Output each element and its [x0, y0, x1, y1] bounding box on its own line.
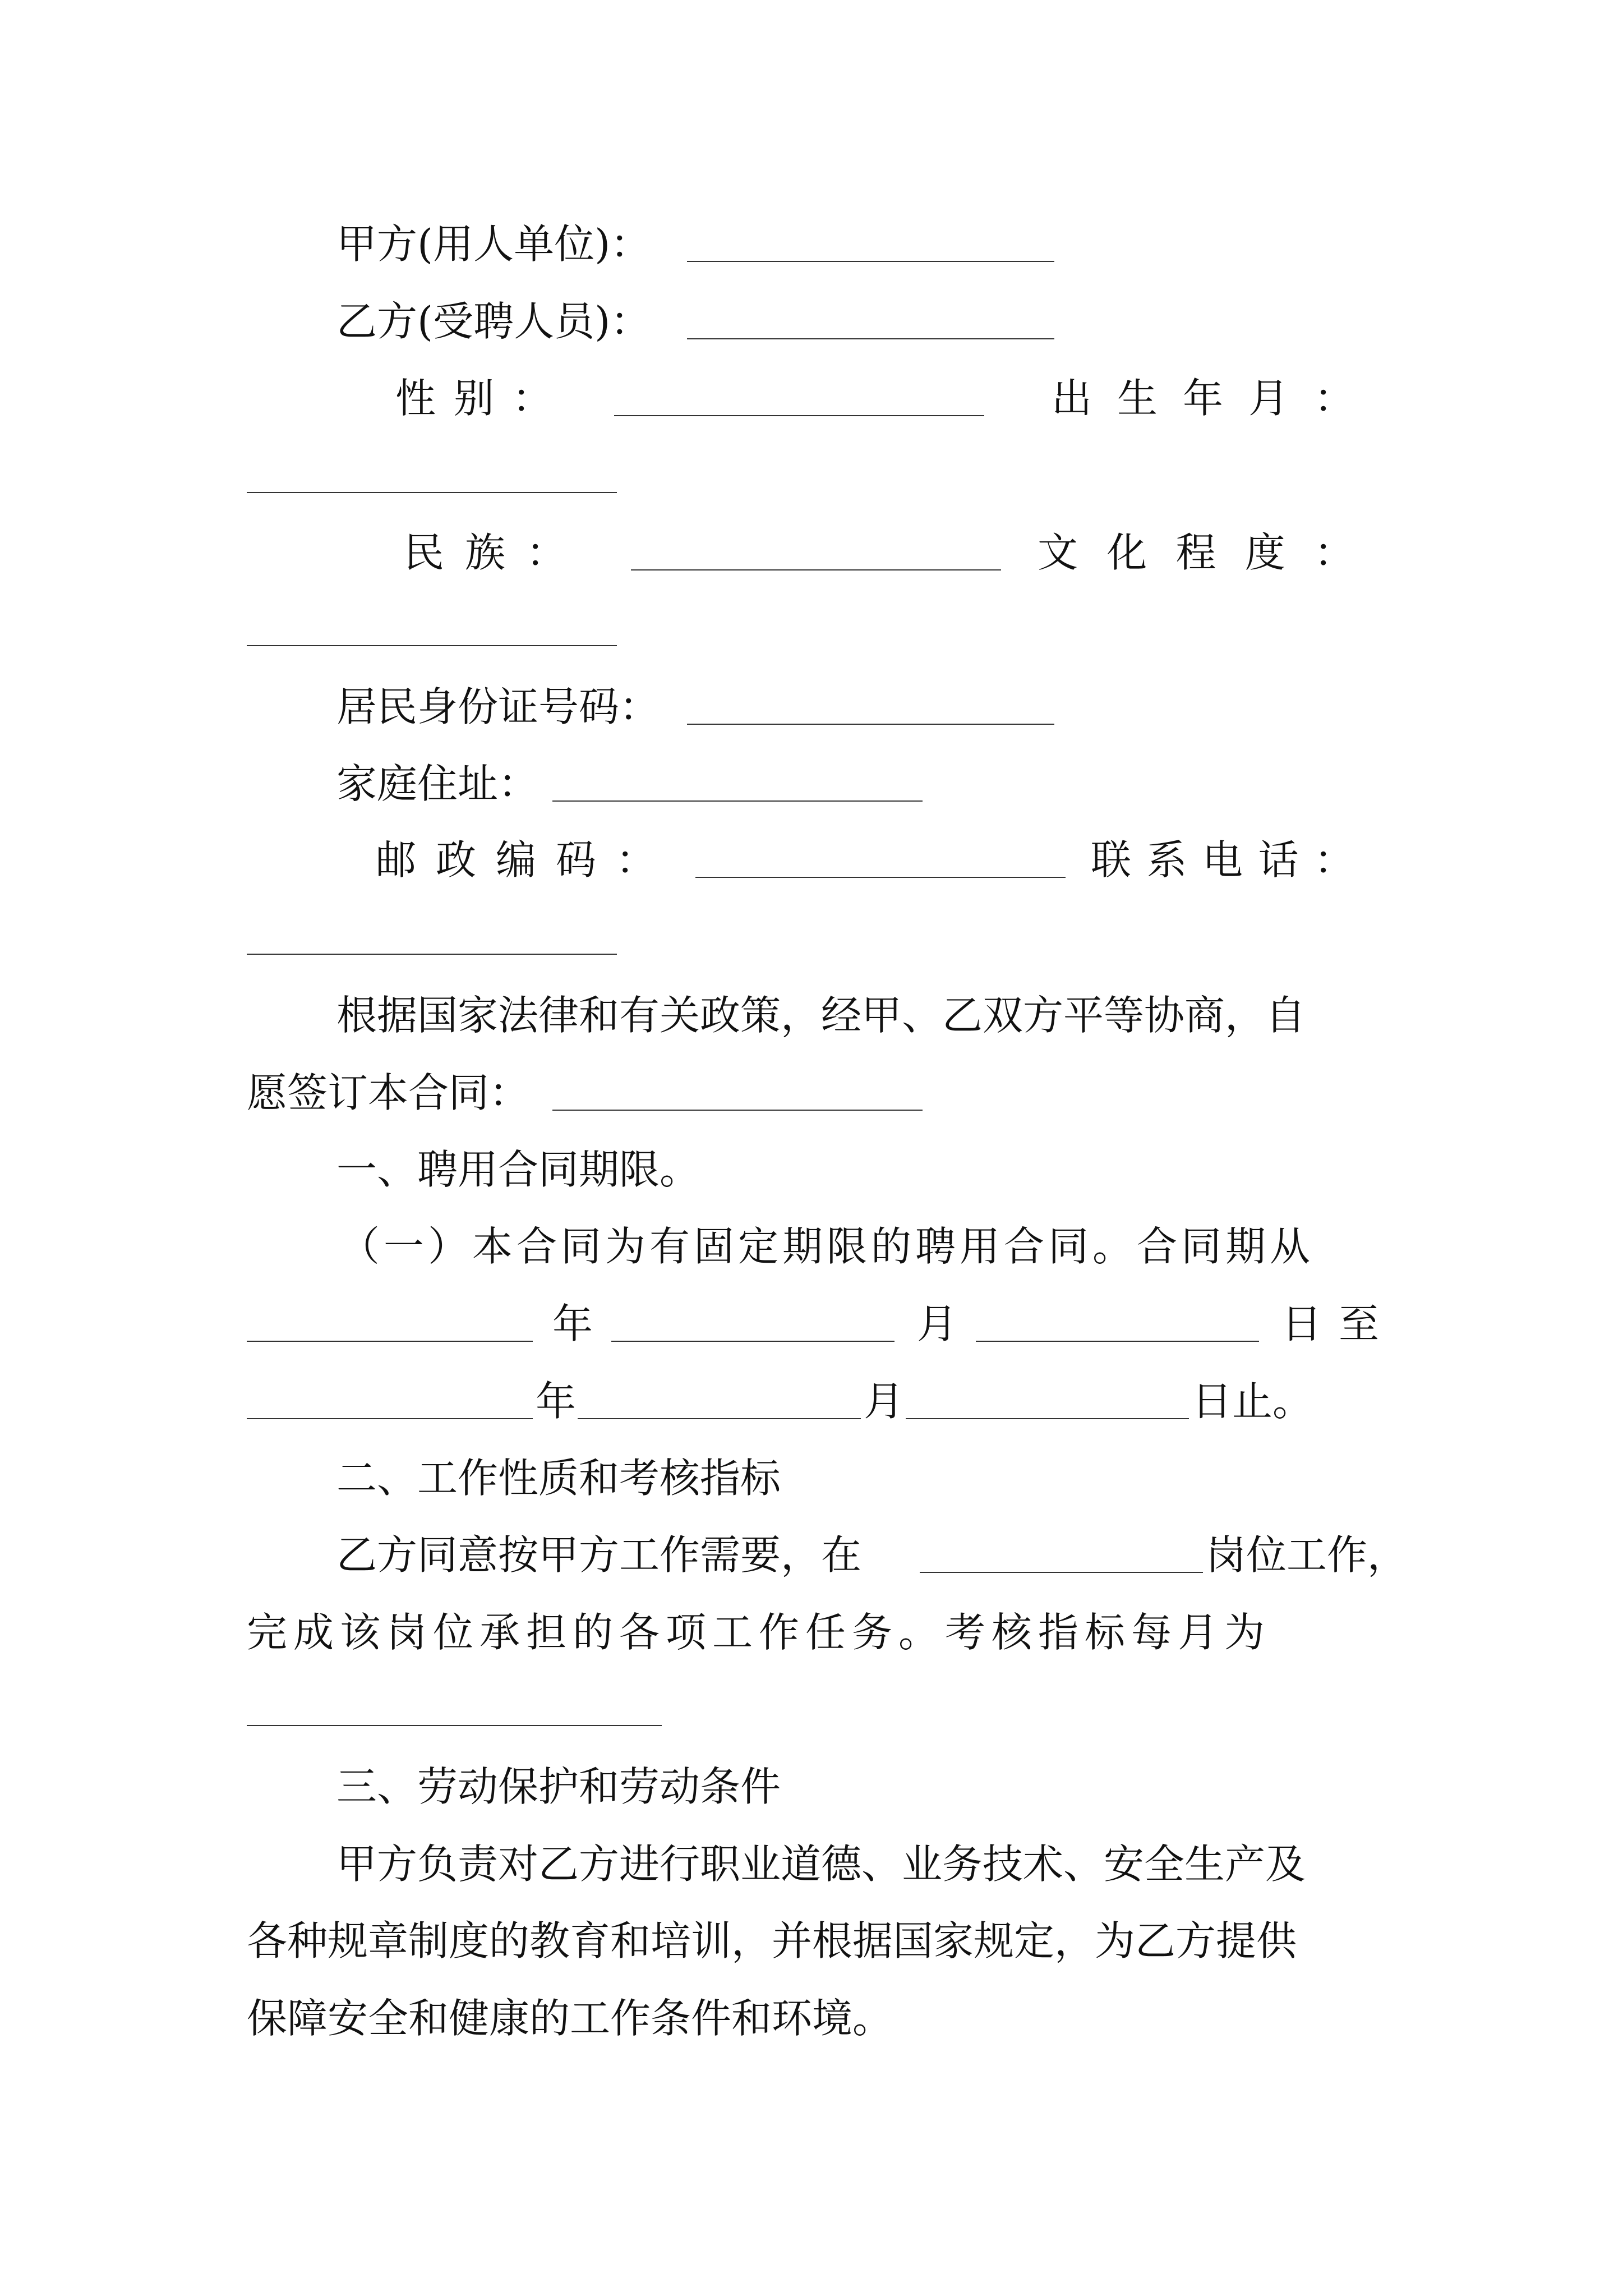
end-year-blank[interactable]	[247, 1418, 533, 1419]
id-number-blank[interactable]	[687, 724, 1054, 725]
section-2-heading: 二、工作性质和考核指标	[336, 1455, 781, 1502]
start-month-unit: 月	[917, 1300, 958, 1347]
preamble-line-1: 根据国家法律和有关政策，经甲、乙双方平等协商，自	[336, 992, 1306, 1039]
phone-blank[interactable]	[247, 954, 617, 955]
id-number-label: 居民身份证号码：	[336, 683, 660, 730]
start-year-blank[interactable]	[247, 1341, 533, 1342]
preamble-line-2: 愿签订本合同：	[247, 1069, 530, 1116]
education-blank[interactable]	[247, 645, 617, 646]
section-3-line-1: 甲方负责对乙方进行职业道德、业务技术、安全生产及	[336, 1841, 1306, 1888]
start-day-blank[interactable]	[976, 1341, 1259, 1342]
postal-code-label: 邮 政 编 码 ：	[376, 836, 656, 884]
section-1-item-1-line-1: （一）本合同为有固定期限的聘用合同。合同期从	[339, 1223, 1315, 1270]
end-day-unit: 日止。	[1192, 1378, 1313, 1425]
phone-label: 联 系 电 话 ：	[1091, 836, 1354, 884]
section-3-heading: 三、劳动保护和劳动条件	[336, 1763, 781, 1810]
end-month-blank[interactable]	[578, 1418, 861, 1419]
section-2-line-2: 完成该岗位承担的各项工作任务。考核指标每月为	[247, 1609, 1271, 1656]
party-b-label: 乙方(受聘人员)：	[336, 298, 651, 345]
section-2-line-1-pre: 乙方同意按甲方工作需要，在	[336, 1531, 862, 1579]
ethnicity-label: 民 族 ：	[404, 529, 566, 576]
contract-name-blank[interactable]	[552, 1110, 923, 1111]
birth-date-label: 出 生 年 月 ：	[1052, 375, 1354, 422]
start-day-unit: 日至	[1281, 1300, 1396, 1347]
start-month-blank[interactable]	[611, 1341, 895, 1342]
birth-date-blank[interactable]	[247, 492, 617, 493]
party-b-blank[interactable]	[687, 338, 1054, 339]
section-2-line-1-post: 岗位工作，	[1206, 1531, 1408, 1579]
section-3-line-2: 各种规章制度的教育和培训，并根据国家规定，为乙方提供	[247, 1917, 1297, 1964]
post-name-blank[interactable]	[920, 1572, 1203, 1573]
gender-label: 性 别 ：	[395, 375, 552, 422]
section-1-heading: 一、聘用合同期限。	[336, 1146, 700, 1193]
end-day-blank[interactable]	[906, 1418, 1189, 1419]
gender-blank[interactable]	[614, 415, 984, 416]
end-year-unit: 年	[536, 1378, 577, 1425]
ethnicity-blank[interactable]	[631, 569, 1001, 570]
end-month-unit: 月	[864, 1378, 905, 1425]
party-a-blank[interactable]	[687, 261, 1054, 262]
start-year-unit: 年	[552, 1300, 593, 1347]
party-a-label: 甲方(用人单位)：	[336, 220, 651, 268]
postal-code-blank[interactable]	[695, 877, 1066, 878]
address-label: 家庭住址：	[336, 760, 539, 807]
education-label: 文 化 程 度 ：	[1038, 529, 1354, 576]
address-blank[interactable]	[552, 800, 923, 802]
assessment-blank[interactable]	[247, 1725, 662, 1726]
section-3-line-3: 保障安全和健康的工作条件和环境。	[247, 1995, 893, 2042]
